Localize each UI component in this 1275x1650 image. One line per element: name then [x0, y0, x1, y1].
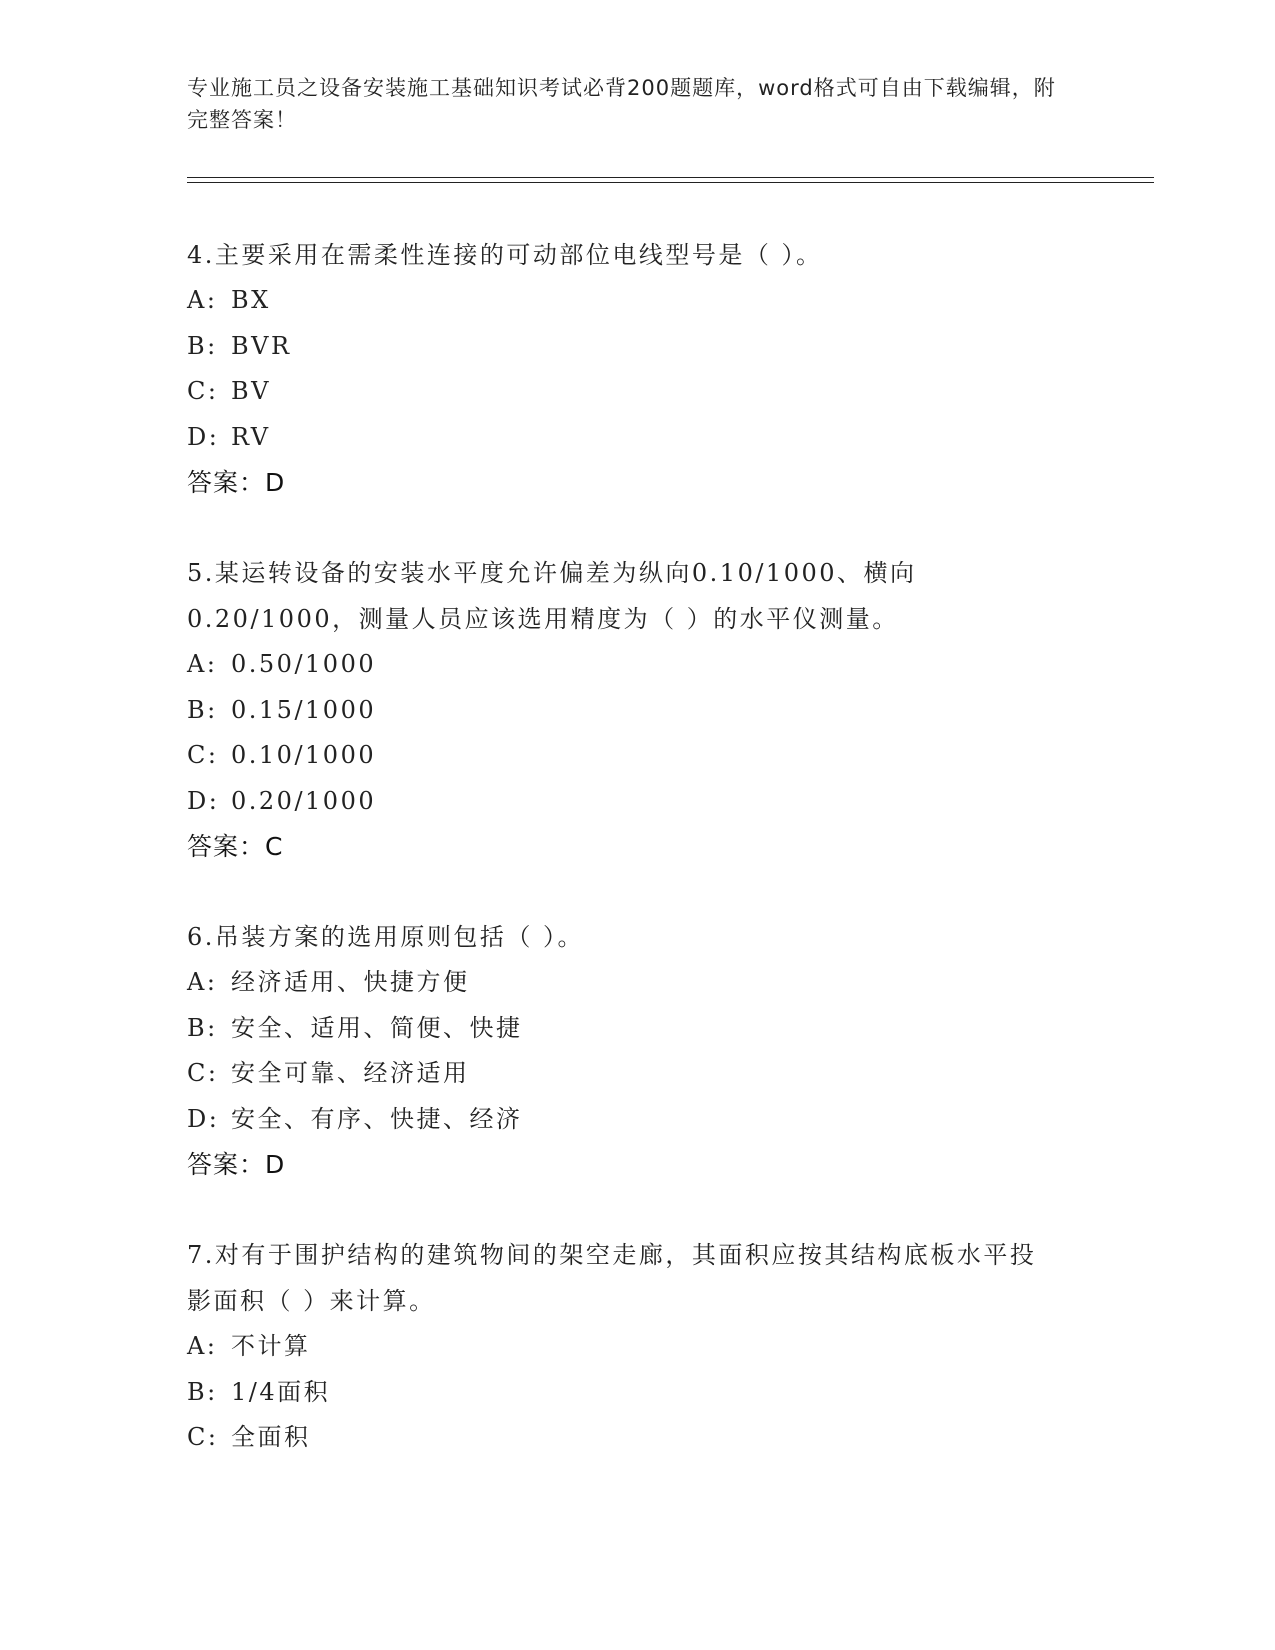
option-text: BVR [231, 331, 292, 360]
option-d [187, 779, 1087, 825]
option-c [187, 1415, 1087, 1461]
option-letter: B: [187, 1013, 218, 1042]
option-letter: A: [187, 650, 218, 678]
answer-line [187, 460, 1087, 506]
option-text: 0.10/1000 [231, 741, 377, 769]
question-6 [187, 914, 1087, 1188]
option-a [187, 642, 1087, 688]
option-a [187, 960, 1087, 1006]
option-b [187, 1370, 1087, 1416]
option-text: 安全、有序、快捷、经济 [231, 1104, 523, 1133]
option-b [187, 688, 1087, 734]
option-d [187, 415, 1087, 461]
option-text: BV [231, 377, 271, 405]
option-b [187, 324, 1087, 370]
option-letter: D: [187, 1104, 220, 1133]
option-letter: A: [187, 1332, 218, 1360]
option-c [187, 369, 1087, 415]
option-text: 安全可靠、经济适用 [231, 1059, 470, 1087]
question-list [187, 232, 1087, 1505]
answer-value: D [265, 468, 286, 497]
option-letter: B: [187, 1377, 218, 1406]
answer-value: D [265, 1150, 286, 1179]
option-text: 0.50/1000 [231, 650, 377, 678]
question-7 [187, 1232, 1087, 1461]
answer-label: 答案： [187, 468, 266, 497]
header-divider-bottom [187, 182, 1154, 183]
option-letter: A: [187, 286, 218, 314]
header-divider-top [187, 177, 1154, 178]
option-b [187, 1006, 1087, 1052]
option-text: 1/4面积 [231, 1377, 331, 1406]
option-d [187, 1097, 1087, 1143]
option-letter: C: [187, 1423, 219, 1451]
option-text: 不计算 [231, 1332, 311, 1360]
question-4 [187, 232, 1087, 506]
option-letter: C: [187, 377, 219, 405]
option-letter: D: [187, 422, 220, 451]
answer-line [187, 824, 1087, 870]
option-letter: C: [187, 1059, 219, 1087]
question-5 [187, 550, 1087, 870]
option-c [187, 733, 1087, 779]
answer-label: 答案： [187, 1150, 266, 1179]
option-text: 0.20/1000 [231, 786, 377, 815]
option-a [187, 278, 1087, 324]
option-a [187, 1324, 1087, 1370]
option-text: 经济适用、快捷方便 [231, 968, 470, 996]
option-letter: B: [187, 695, 218, 724]
question-stem: 7.对有于围护结构的建筑物间的架空走廊，其面积应按其结构底板水平投影面积（ ）来计算。 [187, 1241, 1037, 1315]
option-text: BX [231, 286, 271, 314]
answer-label: 答案： [187, 832, 266, 861]
question-stem: 6.吊装方案的选用原则包括（ ）。 [187, 923, 585, 951]
option-c [187, 1051, 1087, 1097]
document-header: 专业施工员之设备安装施工基础知识考试必背200题题库，word格式可自由下载编辑，附完整答案！ [187, 76, 1056, 132]
answer-line [187, 1142, 1087, 1188]
answer-value: C [265, 832, 284, 861]
question-stem: 4.主要采用在需柔性连接的可动部位电线型号是（ ）。 [187, 241, 823, 269]
option-letter: C: [187, 741, 219, 769]
option-text: 安全、适用、简便、快捷 [231, 1013, 523, 1042]
option-text: RV [231, 422, 271, 451]
question-stem: 5.某运转设备的安装水平度允许偏差为纵向0.10/1000、横向0.20/1000，测量人员应该选用精度为（ ）的水平仪测量。 [187, 559, 917, 633]
option-text: 0.15/1000 [231, 695, 377, 724]
option-letter: D: [187, 786, 220, 815]
option-text: 全面积 [231, 1423, 311, 1451]
option-letter: B: [187, 331, 218, 360]
option-letter: A: [187, 968, 218, 996]
